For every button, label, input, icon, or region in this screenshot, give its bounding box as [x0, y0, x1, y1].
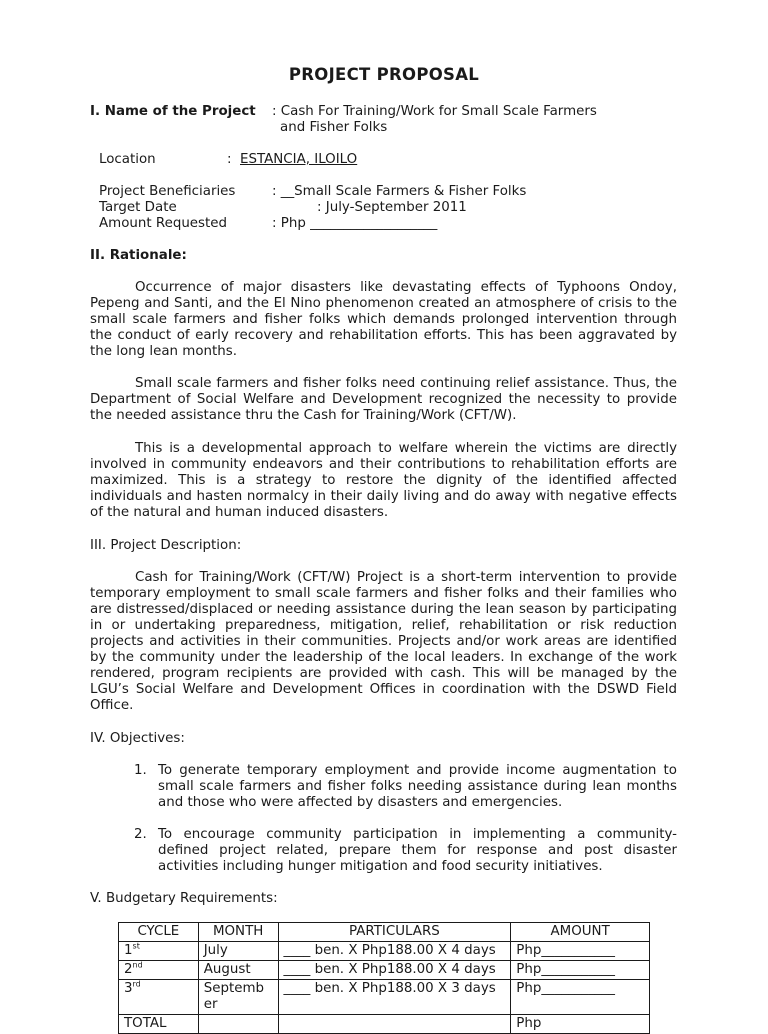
beneficiaries-label: Project Beneficiaries — [99, 184, 236, 199]
amount-requested-label: Amount Requested — [99, 216, 228, 231]
total-amount-cell: Php — [511, 1015, 650, 1034]
cycle-number: 3 — [124, 981, 133, 996]
target-date-label: Target Date — [99, 200, 177, 215]
rationale-paragraph-3 — [90, 441, 677, 521]
table-row — [119, 980, 650, 1015]
document-title: PROJECT PROPOSAL — [288, 65, 480, 84]
description-paragraph-text: Cash for Training/Work (CFT/W) Project is a short-term intervention to provide temporary employment to small scale farmers and fisher folks and their families who are distressed/displaced or needing assistance during the lean season by participating in or undertaking preparedness, mitigation, relief, rehabilitation or risk reduction projects and activities in their communities. Projects and/or work areas are identified by the community under the leadership of the local leaders. In exchange of the work rendered, program recipients are provided with cash. This will be managed by the LGU’s Social Welfare and Development Offices in coordination with the DSWD Field Office. — [90, 570, 677, 713]
rationale-paragraph-2 — [90, 376, 677, 424]
total-particulars-cell — [278, 1015, 511, 1034]
objective-2-number: 2. — [134, 827, 147, 842]
month-cell: July — [198, 942, 278, 961]
project-name-value-line2: and Fisher Folks — [280, 120, 388, 135]
rationale-paragraph-1-text: Occurrence of major disasters like devastating effects of Typhoons Ondoy, Pepeng and Santi, and the El Nino phenomenon created an atmosphere of crisis to the small scale farmers and fisher folks which demands prolonged intervention through the conduct of early recovery and rehabilitation efforts. This has been aggravated by the long lean months. — [90, 280, 677, 359]
amount-cell: Php___________ — [511, 980, 650, 1015]
column-header-cycle: CYCLE — [119, 923, 199, 942]
budget-table — [118, 922, 650, 1034]
beneficiaries-value: : __Small Scale Farmers & Fisher Folks — [272, 184, 527, 199]
particulars-cell: ____ ben. X Php188.00 X 3 days — [278, 980, 511, 1015]
amount-cell: Php___________ — [511, 942, 650, 961]
cycle-ordinal: st — [132, 941, 140, 951]
project-name-label: I. Name of the Project — [90, 104, 256, 119]
objective-1-text: To generate temporary employment and provide income augmentation to small scale farmers and fisher folks needing assistance during lean months and those who were affected by disasters and emergencies. — [158, 763, 677, 810]
cycle-ordinal: rd — [132, 979, 141, 989]
particulars-cell: ____ ben. X Php188.00 X 4 days — [278, 961, 511, 980]
cycle-cell — [119, 942, 199, 961]
column-header-month: MONTH — [198, 923, 278, 942]
budget-header-row — [119, 923, 650, 942]
target-date-value: : July-September 2011 — [317, 200, 467, 215]
table-row — [119, 961, 650, 980]
cycle-cell — [119, 961, 199, 980]
cycle-number: 2 — [124, 962, 133, 977]
objective-1-number: 1. — [134, 763, 147, 778]
amount-cell: Php___________ — [511, 961, 650, 980]
objective-2-text: To encourage community participation in implementing a community-defined project related, prepare them for response and post disaster activities including hunger mitigation and food security initiatives. — [158, 827, 677, 874]
total-month-cell — [198, 1015, 278, 1034]
month-cell: August — [198, 961, 278, 980]
description-paragraph — [90, 570, 677, 714]
rationale-paragraph-2-text: Small scale farmers and fisher folks need continuing relief assistance. Thus, the Department of Social Welfare and Development recognized the necessity to provide the needed assistance thru the Cash for Training/Work (CFT/W). — [90, 376, 677, 423]
objectives-heading: IV. Objectives: — [90, 731, 185, 746]
total-label-cell: TOTAL — [119, 1015, 199, 1034]
column-header-particulars: PARTICULARS — [278, 923, 511, 942]
rationale-paragraph-1 — [90, 280, 677, 360]
location-label: Location — [99, 152, 156, 167]
particulars-cell: ____ ben. X Php188.00 X 4 days — [278, 942, 511, 961]
month-cell: Septemb er — [198, 980, 278, 1015]
location-value: ESTANCIA, ILOILO — [240, 152, 358, 167]
amount-requested-value: : Php ___________________ — [272, 216, 438, 231]
project-name-value-line1: : Cash For Training/Work for Small Scale Farmers — [272, 104, 597, 119]
total-row — [119, 1015, 650, 1034]
table-row — [119, 942, 650, 961]
column-header-amount: AMOUNT — [511, 923, 650, 942]
cycle-number: 1 — [124, 943, 133, 958]
description-heading: III. Project Description: — [90, 538, 242, 553]
cycle-cell — [119, 980, 199, 1015]
cycle-ordinal: nd — [132, 960, 143, 970]
budget-heading: V. Budgetary Requirements: — [90, 891, 278, 906]
location-separator: : — [227, 152, 232, 167]
rationale-paragraph-3-text: This is a developmental approach to welfare wherein the victims are directly involved in community endeavors and their contributions to rehabilitation efforts are maximized. This is a strategy to restore the dignity of the identified affected individuals and hasten normalcy in their daily living and do away with negative effects of the natural and human induced disasters. — [90, 441, 677, 520]
rationale-heading: II. Rationale: — [90, 248, 187, 263]
